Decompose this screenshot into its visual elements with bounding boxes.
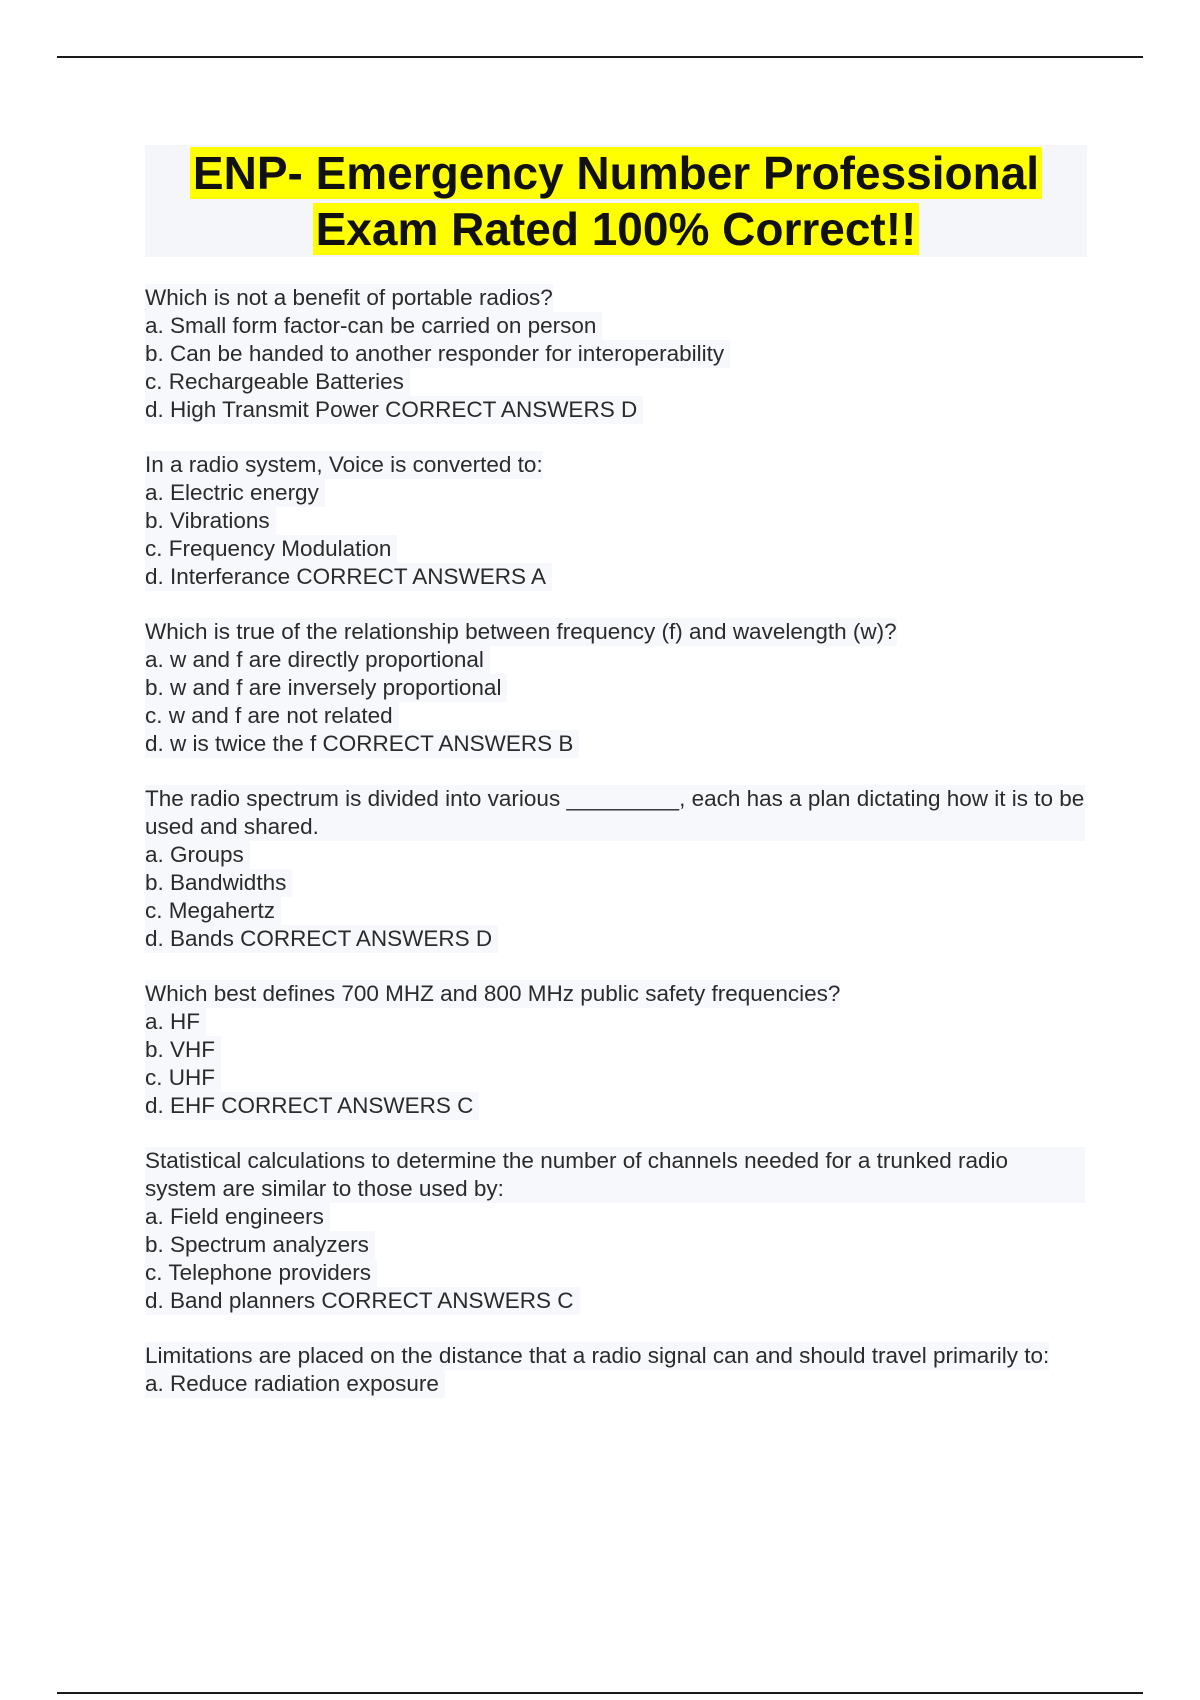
question-block	[145, 618, 1085, 758]
answer-option: c. UHF	[145, 1064, 221, 1092]
question-prompt: The radio spectrum is divided into various _________, each has a plan dictating how it is to be used and shared.	[145, 786, 1085, 839]
question-list	[145, 284, 1085, 1425]
question-block	[145, 284, 1085, 424]
question-prompt: Limitations are placed on the distance that a radio signal can and should travel primarily to:	[145, 1343, 1050, 1368]
answer-option: c. Telephone providers	[145, 1259, 377, 1287]
answer-option: a. HF	[145, 1008, 206, 1036]
answer-option: c. Megahertz	[145, 897, 281, 925]
answer-option-correct: d. Interferance CORRECT ANSWERS A	[145, 563, 552, 591]
title-line-1-text: ENP- Emergency Number Professional	[190, 147, 1042, 199]
answer-option: a. Reduce radiation exposure	[145, 1370, 445, 1398]
answer-option: b. w and f are inversely proportional	[145, 674, 507, 702]
title-line-2	[145, 201, 1087, 257]
answer-option: b. Can be handed to another responder for interoperability	[145, 340, 730, 368]
answer-option: b. VHF	[145, 1036, 221, 1064]
answer-option: b. Spectrum analyzers	[145, 1231, 375, 1259]
answer-option: a. Small form factor-can be carried on person	[145, 312, 602, 340]
top-rule	[57, 56, 1143, 58]
question-block	[145, 451, 1085, 591]
answer-option: b. Vibrations	[145, 507, 276, 535]
answer-option: c. Frequency Modulation	[145, 535, 397, 563]
title-line-2-text: Exam Rated 100% Correct!!	[313, 203, 920, 255]
answer-option: b. Bandwidths	[145, 869, 292, 897]
document-title	[145, 145, 1087, 257]
answer-option-correct: d. Bands CORRECT ANSWERS D	[145, 925, 498, 953]
answer-option-correct: d. EHF CORRECT ANSWERS C	[145, 1092, 479, 1120]
answer-option: c. Rechargeable Batteries	[145, 368, 410, 396]
question-prompt: Which is true of the relationship between frequency (f) and wavelength (w)?	[145, 619, 897, 644]
question-prompt: In a radio system, Voice is converted to:	[145, 452, 543, 477]
answer-option: a. Groups	[145, 841, 250, 869]
question-block	[145, 785, 1085, 953]
answer-option: a. w and f are directly proportional	[145, 646, 490, 674]
title-line-1	[145, 145, 1087, 201]
question-block	[145, 1342, 1085, 1398]
question-prompt: Which is not a benefit of portable radios?	[145, 285, 553, 310]
answer-option-correct: d. w is twice the f CORRECT ANSWERS B	[145, 730, 579, 758]
question-prompt: Statistical calculations to determine the number of channels needed for a trunked radio system are similar to those used by:	[145, 1147, 1085, 1203]
question-block	[145, 1147, 1085, 1315]
question-block	[145, 980, 1085, 1120]
answer-option-correct: d. High Transmit Power CORRECT ANSWERS D	[145, 396, 643, 424]
bottom-rule	[57, 1692, 1143, 1694]
answer-option: a. Field engineers	[145, 1203, 330, 1231]
question-prompt: Which best defines 700 MHZ and 800 MHz public safety frequencies?	[145, 981, 841, 1006]
answer-option-correct: d. Band planners CORRECT ANSWERS C	[145, 1287, 580, 1315]
answer-option: c. w and f are not related	[145, 702, 399, 730]
answer-option: a. Electric energy	[145, 479, 325, 507]
